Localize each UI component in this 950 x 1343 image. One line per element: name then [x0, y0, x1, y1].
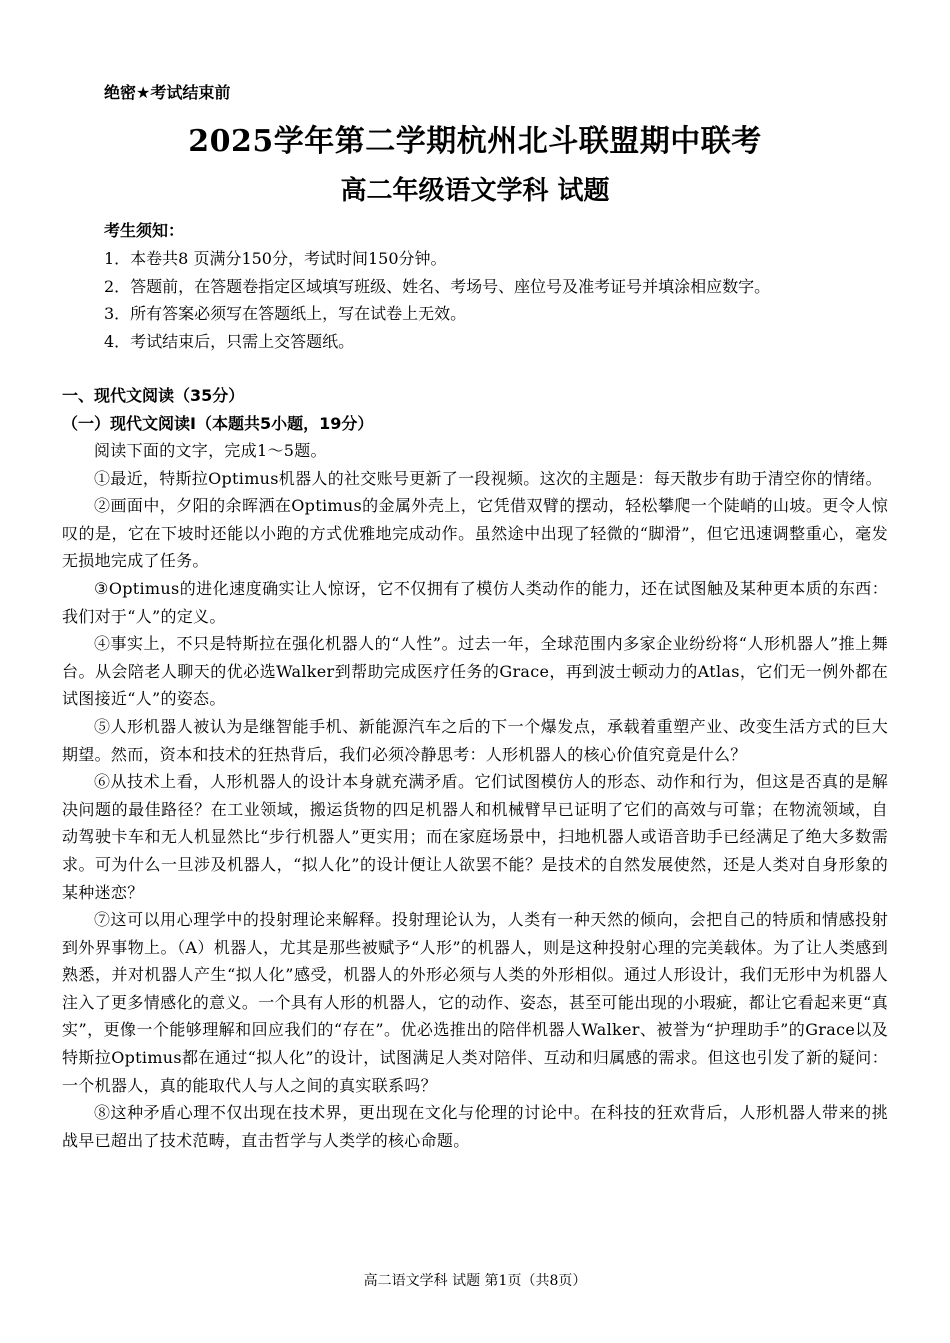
confidential-label: 绝密★考试结束前 — [104, 83, 231, 102]
paragraph: ①最近，特斯拉Optimus机器人的社交账号更新了一段视频。这次的主题是：每天散步有助于清空你的情绪。 — [94, 468, 882, 488]
instruction: 阅读下面的文字，完成1～5题。 — [94, 441, 327, 460]
exam-subtitle: 高二年级语文学科 试题 — [340, 176, 610, 206]
paragraph: ⑦这可以用心理学中的投射理论来解释。投射理论认为，人类有一种天然的倾向，会把自己的特质和情感投射到外界事物上。（A）机器人，尤其是那些被赋予“人形”的机器人，则是这种投射心理的完美载体。为了让人类感到熟悉，并对机器人产生“拟人化”感受，机器人的外形必须与人类的外形相似。通过人形设计，我们无形中为机器人注入了更多情感化的意义。一个具有人形的机器人，它的动作、姿态，甚至可能出现的小瑕疵，都让它看起来更“真实”，更像一个能够理解和回应我们的“存在”。优必选推出的陪伴机器人Walker、被誉为“护理助手”的Grace以及特斯拉Optimus都在通过“拟人化”的设计，试图满足人类对陪伴、互动和归属感的需求。但这也引发了新的疑问：一个机器人，真的能取代人与人之间的真实联系吗？ — [62, 910, 888, 1095]
subsection-heading: （一）现代文阅读Ⅰ（本题共5小题，19分） — [62, 414, 374, 433]
notice-item: 2．答题前，在答题卷指定区域填写班级、姓名、考场号、座位号及准考证号并填涂相应数字。 — [104, 276, 771, 296]
section-heading: 一、现代文阅读（35分） — [62, 386, 245, 405]
notice-item: 1．本卷共8 页满分150分，考试时间150分钟。 — [104, 249, 447, 268]
paragraph: ⑧这种矛盾心理不仅出现在技术界，更出现在文化与伦理的讨论中。在科技的狂欢背后，人形机器人带来的挑战早已超出了技术范畴，直击哲学与人类学的核心命题。 — [62, 1103, 888, 1150]
paragraph: ③Optimus的进化速度确实让人惊讶，它不仅拥有了模仿人类动作的能力，还在试图触及某种更本质的东西：我们对于“人”的定义。 — [62, 578, 888, 626]
notice-heading: 考生须知： — [104, 221, 185, 240]
notice-list — [104, 245, 904, 355]
notice-item: 4．考试结束后，只需上交答题纸。 — [104, 331, 355, 351]
paragraph: ⑥从技术上看，人形机器人的设计本身就充满矛盾。它们试图模仿人的形态、动作和行为，但这是否真的是解决问题的最佳路径？在工业领域，搬运货物的四足机器人和机械臂早已证明了它们的高效与可靠；在物流领域，自动驾驶卡车和无人机显然比“步行机器人”更实用；而在家庭场景中，扫地机器人或语音助手已经满足了绝大多数需求。可为什么一旦涉及机器人，“拟人化”的设计便让人欲罢不能？是技术的自然发展使然，还是人类对自身形象的某种迷恋？ — [62, 772, 888, 902]
page-footer: 高二语文学科 试题 第1页（共8页） — [363, 1273, 587, 1289]
paragraph: ②画面中，夕阳的余晖洒在Optimus的金属外壳上，它凭借双臂的摆动，轻松攀爬一个陡峭的山坡。更令人惊叹的是，它在下坡时还能以小跑的方式优雅地完成动作。虽然途中出现了轻微的“脚滑”，但它迅速调整重心，毫发无损地完成了任务。 — [62, 496, 888, 571]
paragraph: ⑤人形机器人被认为是继智能手机、新能源汽车之后的下一个爆发点，承载着重塑产业、改变生活方式的巨大期望。然而，资本和技术的狂热背后，我们必须冷静思考：人形机器人的核心价值究竟是什么？ — [62, 716, 888, 764]
reading-passage — [62, 437, 888, 1154]
exam-title: 2025学年第二学期杭州北斗联盟期中联考 — [188, 124, 762, 159]
paragraph: ④事实上，不只是特斯拉在强化机器人的“人性”。过去一年，全球范围内多家企业纷纷将“人形机器人”推上舞台。从会陪老人聊天的优必选Walker到帮助完成医疗任务的Grace，再到波士顿动力的Atlas，它们无一例外都在试图接近“人”的姿态。 — [62, 634, 888, 709]
notice-item: 3．所有答案必须写在答题纸上，写在试卷上无效。 — [104, 304, 467, 323]
